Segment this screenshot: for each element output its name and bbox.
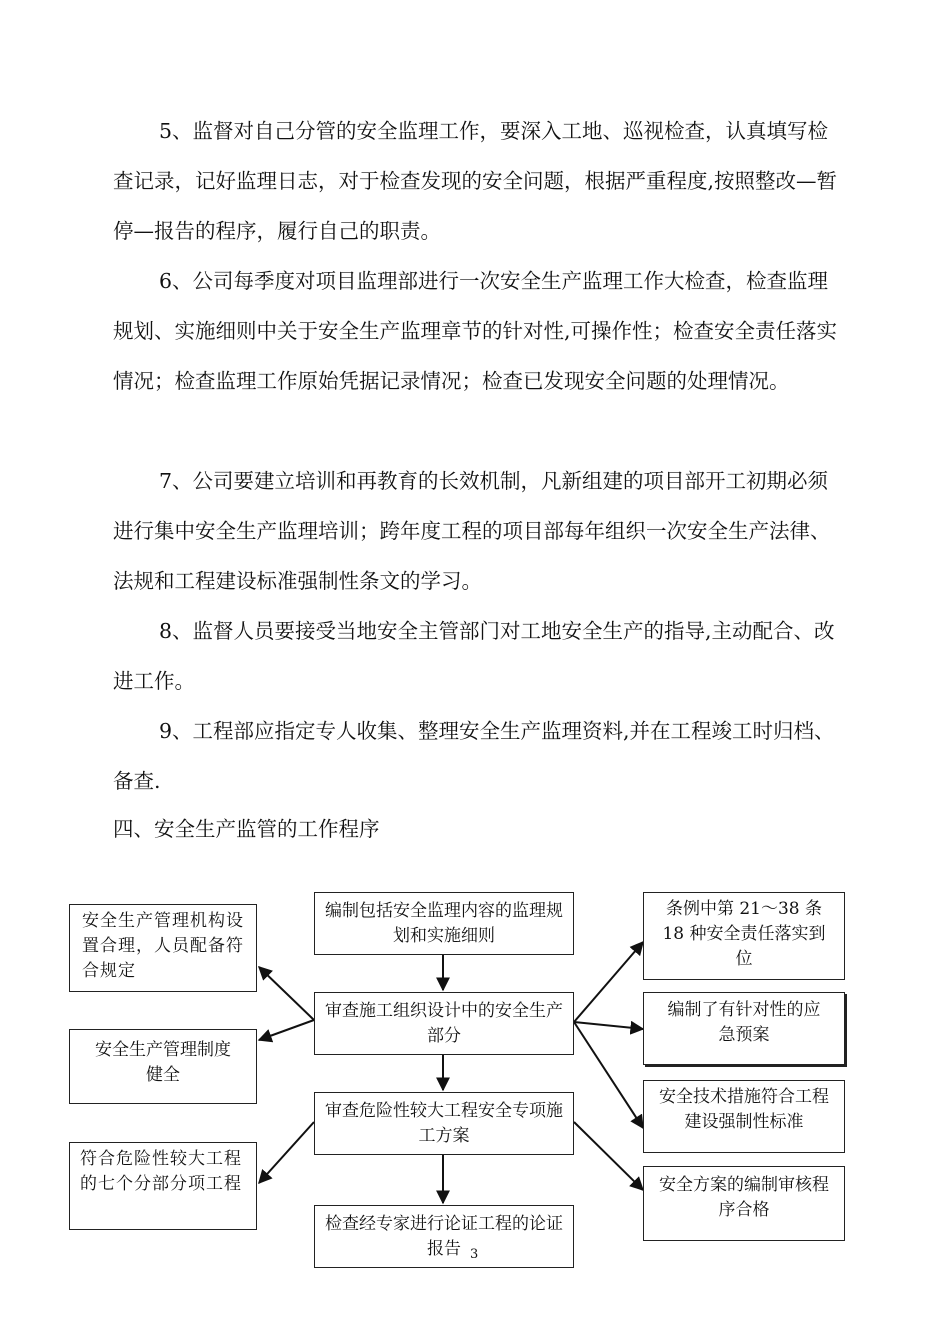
flow-box-review-plan: 审查危险性较大工程安全专项施工方案 xyxy=(314,1092,574,1155)
arrow-c3-l3 xyxy=(259,1122,314,1183)
paragraph-8: 8、监督人员要接受当地安全主管部门对工地安全生产的指导,主动配合、改进工作。 xyxy=(113,619,835,693)
flow-box-seven-items: 符合危险性较大工程的七个分部分项工程 xyxy=(69,1142,257,1230)
flow-box-review-design: 审查施工组织设计中的安全生产部分 xyxy=(314,992,574,1055)
arrow-c2-r3 xyxy=(574,1022,643,1128)
arrow-c2-r1 xyxy=(574,942,643,1022)
flow-box-responsibility: 条例中第 21～38 条 18 种安全责任落实到位 xyxy=(643,892,845,980)
arrow-c2-l1 xyxy=(259,967,314,1020)
section-heading: 四、安全生产监管的工作程序 xyxy=(113,817,380,841)
flow-box-standard: 安全技术措施符合工程建设强制性标准 xyxy=(643,1080,845,1153)
page-number: 3 xyxy=(470,1247,479,1262)
paragraph-6: 6、公司每季度对项目监理部进行一次安全生产监理工作大检查，检查监理规划、实施细则中关于安全生产监理章节的针对性,可操作性；检查安全责任落实情况；检查监理工作原始凭据记录情况；检查已发现安全问题的处理情况。 xyxy=(113,269,838,393)
flow-box-emergency: 编制了有针对性的应急预案 xyxy=(643,992,845,1065)
paragraph-5: 5、监督对自己分管的安全监理工作，要深入工地、巡视检查，认真填写检查记录，记好监理日志，对于检查发现的安全问题，根据严重程度,按照整改—暂停—报告的程序，履行自己的职责。 xyxy=(113,119,838,243)
flow-box-approval: 安全方案的编制审核程序合格 xyxy=(643,1166,845,1241)
flow-box-org: 安全生产管理机构设置合理，人员配备符合规定 xyxy=(69,904,257,992)
flow-box-system: 安全生产管理制度健全 xyxy=(69,1029,257,1104)
flow-box-plan: 编制包括安全监理内容的监理规划和实施细则 xyxy=(314,892,574,955)
arrow-c3-r4 xyxy=(574,1122,643,1190)
paragraph-9: 9、工程部应指定专人收集、整理安全生产监理资料,并在工程竣工时归档、备查. xyxy=(113,719,835,793)
arrow-c2-l2 xyxy=(259,1020,314,1040)
arrow-c2-r2 xyxy=(574,1022,643,1029)
paragraph-7: 7、公司要建立培训和再教育的长效机制，凡新组建的项目部开工初期必须进行集中安全生产监理培训；跨年度工程的项目部每年组织一次安全生产法律、法规和工程建设标准强制性条文的学习。 xyxy=(113,469,831,593)
flow-box-expert-report: 检查经专家进行论证工程的论证报告 xyxy=(314,1205,574,1268)
